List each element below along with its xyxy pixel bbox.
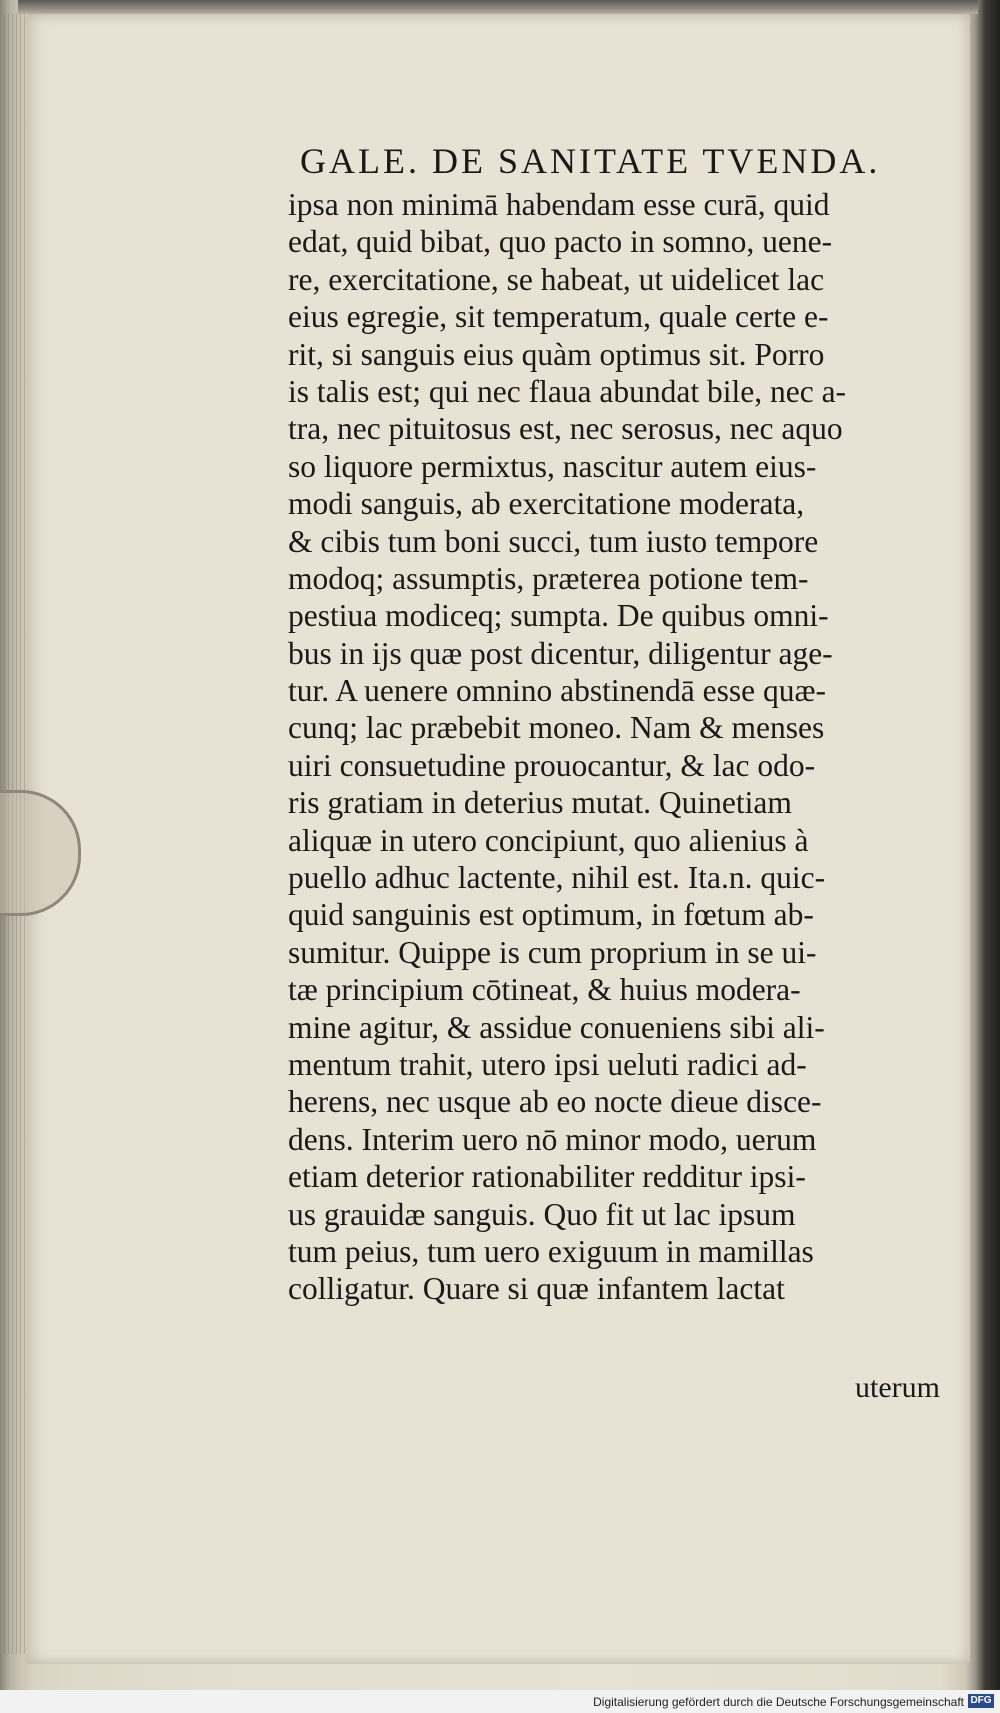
text-line: bus in ijs quæ post dicentur, diligentur age- <box>288 635 833 671</box>
text-line: etiam deterior rationabiliter redditur ipsi- <box>288 1159 806 1195</box>
text-line: tæ principium cōtineat, & huius modera- <box>288 972 801 1008</box>
catchword: uterum <box>855 1371 940 1404</box>
text-line: dens. Interim uero nō minor modo, uerum <box>288 1121 817 1157</box>
text-line: sumitur. Quippe is cum proprium in se ui- <box>288 934 817 970</box>
body-text <box>288 186 928 1308</box>
book-top-edge <box>18 0 978 14</box>
text-line: mine agitur, & assidue conueniens sibi ali- <box>288 1009 825 1045</box>
text-line: herens, nec usque ab eo nocte dieue disce- <box>288 1084 822 1120</box>
text-line: uiri consuetudine prouocantur, & lac odo- <box>288 747 816 783</box>
text-line: tur. A uenere omnino abstinendā esse quæ- <box>288 673 827 709</box>
text-line: mentum trahit, utero ipsi ueluti radici ad- <box>288 1046 807 1082</box>
text-line: is talis est; qui nec flaua abundat bile, nec a- <box>288 373 847 409</box>
digitization-footer <box>0 1690 1000 1713</box>
text-line: aliquæ in utero concipiunt, quo alienius à <box>288 822 809 858</box>
text-line: us grauidæ sanguis. Quo fit ut lac ipsum <box>288 1196 796 1232</box>
footer-credit: Digitalisierung gefördert durch die Deutsche Forschungsgemeinschaft <box>593 1695 964 1709</box>
text-line: so liquore permixtus, nascitur autem eius- <box>288 448 817 484</box>
text-line: modoq; assumptis, præterea potione tem- <box>288 560 809 596</box>
running-head: GALE. DE SANITATE TVENDA. <box>300 141 881 181</box>
text-line: modi sanguis, ab exercitatione moderata, <box>288 486 805 522</box>
text-line: tra, nec pituitosus est, nec serosus, nec aquo <box>288 411 843 447</box>
text-line: edat, quid bibat, quo pacto in somno, uene- <box>288 224 833 260</box>
text-line: puello adhuc lactente, nihil est. Ita.n. quic- <box>288 860 826 896</box>
text-line: tum peius, tum uero exiguum in mamillas <box>288 1233 814 1269</box>
text-line: pestiua modiceq; sumpta. De quibus omni- <box>288 598 829 634</box>
text-line: ipsa non minimā habendam esse curā, quid <box>288 187 830 222</box>
text-line: cunq; lac præbebit moneo. Nam & menses <box>288 710 825 746</box>
text-line: rit, si sanguis eius quàm optimus sit. Porro <box>288 336 825 372</box>
text-line: re, exercitatione, se habeat, ut uidelicet lac <box>288 261 825 297</box>
text-line: & cibis tum boni succi, tum iusto tempore <box>288 523 819 559</box>
text-line: quid sanguinis est optimum, in fœtum ab- <box>288 897 814 933</box>
text-line: ris gratiam in deterius mutat. Quinetiam <box>288 785 792 821</box>
dfg-logo-icon: DFG <box>968 1694 994 1708</box>
text-line: eius egregie, sit temperatum, quale certe e- <box>288 299 829 335</box>
text-line: colligatur. Quare si quæ infantem lactat <box>288 1271 785 1307</box>
